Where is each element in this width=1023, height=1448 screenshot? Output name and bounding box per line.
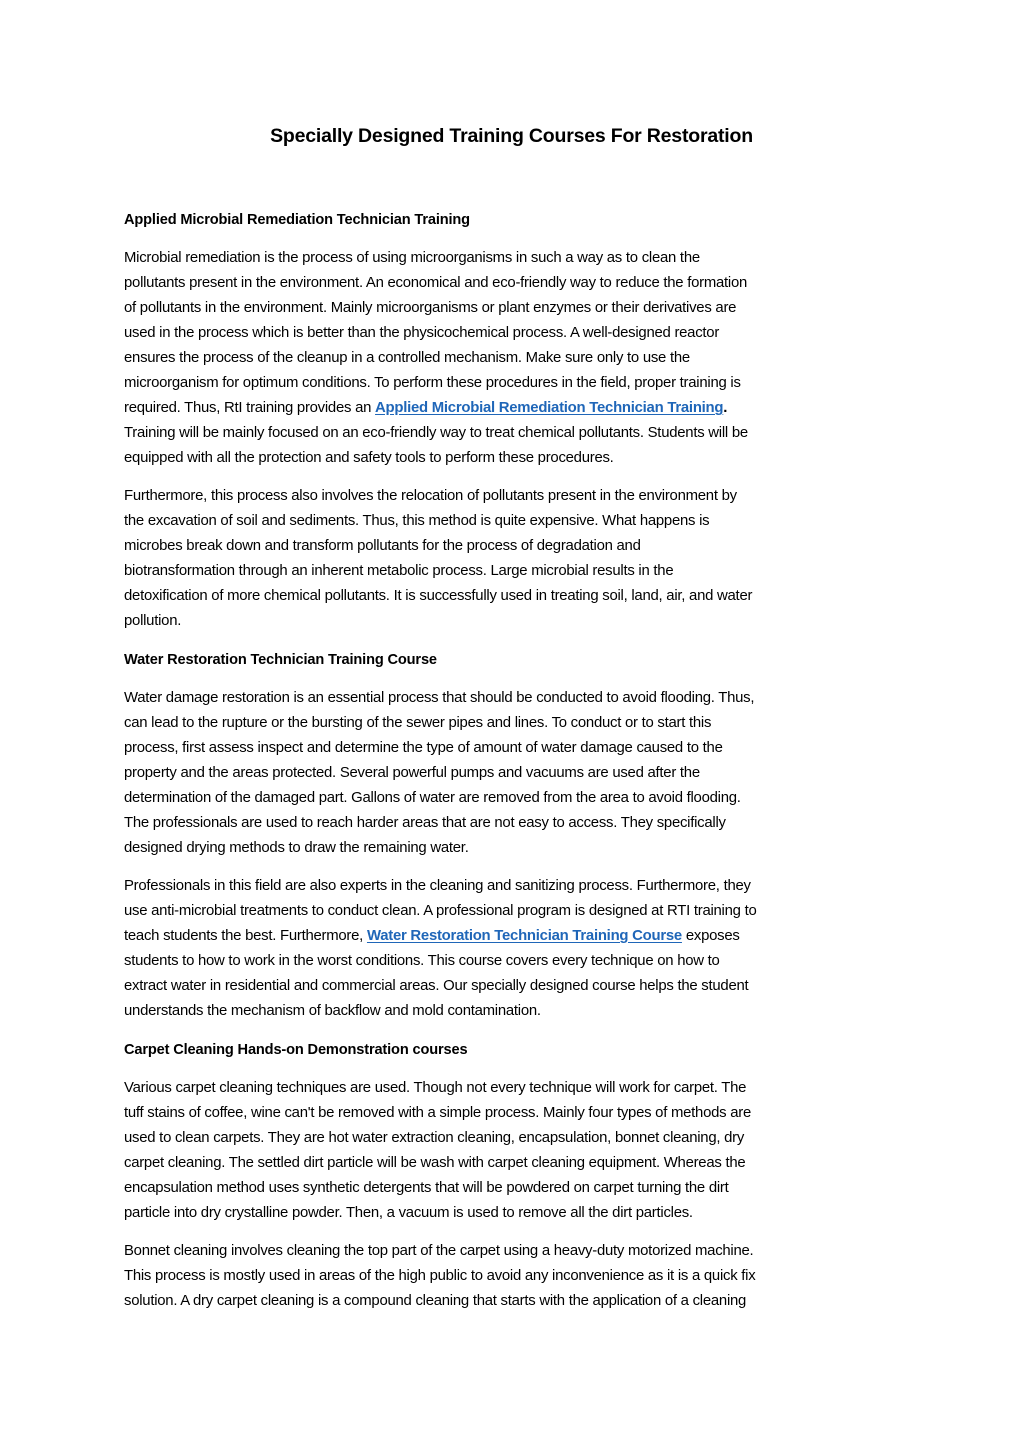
text-line: designed drying methods to draw the remaining water. — [124, 840, 469, 856]
text-line: ensures the process of the cleanup in a controlled mechanism. Make sure only to use the — [124, 350, 690, 366]
text-line: Various carpet cleaning techniques are used. Though not every technique will work for carpet. The — [124, 1080, 747, 1096]
paragraph-microbial-1 — [124, 246, 904, 471]
section-heading-water: Water Restoration Technician Training Course — [124, 652, 437, 668]
text-line: Bonnet cleaning involves cleaning the top part of the carpet using a heavy-duty motorized machine. — [124, 1243, 754, 1259]
text-line: used in the process which is better than the physicochemical process. A well-designed reactor — [124, 325, 720, 341]
text-line: Training will be mainly focused on an eco-friendly way to treat chemical pollutants. Students will be — [124, 425, 748, 441]
text-line: tuff stains of coffee, wine can't be removed with a simple process. Mainly four types of methods are — [124, 1105, 752, 1121]
text-line: Microbial remediation is the process of using microorganisms in such a way as to clean the — [124, 250, 700, 266]
section-heading-carpet: Carpet Cleaning Hands-on Demonstration courses — [124, 1042, 468, 1058]
paragraph-water-1 — [124, 686, 904, 861]
paragraph-carpet-1 — [124, 1076, 904, 1226]
text-line: The professionals are used to reach harder areas that are not easy to access. They specifically — [124, 815, 726, 831]
text-line: particle into dry crystalline powder. Then, a vacuum is used to remove all the dirt particles. — [124, 1205, 693, 1221]
text-line: carpet cleaning. The settled dirt particle will be wash with carpet cleaning equipment. Whereas the — [124, 1155, 746, 1171]
water-restoration-course-link[interactable]: Water Restoration Technician Training Course — [366, 928, 682, 944]
text-line-with-link — [124, 924, 904, 949]
link-suffix-text: exposes — [681, 928, 740, 944]
text-line: microorganism for optimum conditions. To perform these procedures in the field, proper training is — [124, 375, 741, 391]
text-line: determination of the damaged part. Gallons of water are removed from the area to avoid flooding. — [124, 790, 741, 806]
link-prefix-text: required. Thus, RtI training provides an — [124, 400, 376, 416]
text-line: pollutants present in the environment. An economical and eco-friendly way to reduce the formation — [124, 275, 748, 291]
microbial-remediation-training-link[interactable]: Applied Microbial Remediation Technician Training — [375, 400, 724, 416]
text-line: encapsulation method uses synthetic detergents that will be powdered on carpet turning the dirt — [124, 1180, 729, 1196]
page-title: Specially Designed Training Courses For Restoration — [270, 125, 753, 147]
text-line: equipped with all the protection and safety tools to perform these procedures. — [124, 450, 614, 466]
link-suffix-text: . — [723, 400, 728, 416]
text-line: Furthermore, this process also involves the relocation of pollutants present in the environment by — [124, 488, 737, 504]
paragraph-microbial-2 — [124, 484, 904, 634]
text-line: solution. A dry carpet cleaning is a compound cleaning that starts with the application of a cleaning — [124, 1293, 747, 1309]
text-line: detoxification of more chemical pollutants. It is successfully used in treating soil, land, air, and water — [124, 588, 753, 604]
text-line: can lead to the rupture or the bursting of the sewer pipes and lines. To conduct or to start this — [124, 715, 712, 731]
section-heading-microbial: Applied Microbial Remediation Technician Training — [124, 212, 470, 228]
text-line: Professionals in this field are also experts in the cleaning and sanitizing process. Furthermore, they — [124, 878, 751, 894]
text-line: students to how to work in the worst conditions. This course covers every technique on how to — [124, 953, 720, 969]
link-prefix-text: teach students the best. Furthermore, — [124, 928, 367, 944]
text-line: microbes break down and transform pollutants for the process of degradation and — [124, 538, 641, 554]
text-line: use anti-microbial treatments to conduct clean. A professional program is designed at RTI training to — [124, 903, 757, 919]
text-line: process, first assess inspect and determine the type of amount of water damage caused to the — [124, 740, 723, 756]
text-line: used to clean carpets. They are hot water extraction cleaning, encapsulation, bonnet cleaning, dry — [124, 1130, 745, 1146]
text-line: This process is mostly used in areas of the high public to avoid any inconvenience as it is a quick fix — [124, 1268, 756, 1284]
paragraph-water-2 — [124, 874, 904, 1024]
paragraph-carpet-2 — [124, 1239, 904, 1314]
text-line: understands the mechanism of backflow and mold contamination. — [124, 1003, 541, 1019]
text-line: biotransformation through an inherent metabolic process. Large microbial results in the — [124, 563, 674, 579]
text-line: the excavation of soil and sediments. Thus, this method is quite expensive. What happens is — [124, 513, 710, 529]
text-line: extract water in residential and commercial areas. Our specially designed course helps the student — [124, 978, 749, 994]
text-line: of pollutants in the environment. Mainly microorganisms or plant enzymes or their derivatives are — [124, 300, 737, 316]
text-line: Water damage restoration is an essential process that should be conducted to avoid flooding. Thus, — [124, 690, 755, 706]
text-line: pollution. — [124, 613, 182, 629]
text-line-with-link — [124, 396, 904, 421]
text-line: property and the areas protected. Several powerful pumps and vacuums are used after the — [124, 765, 700, 781]
